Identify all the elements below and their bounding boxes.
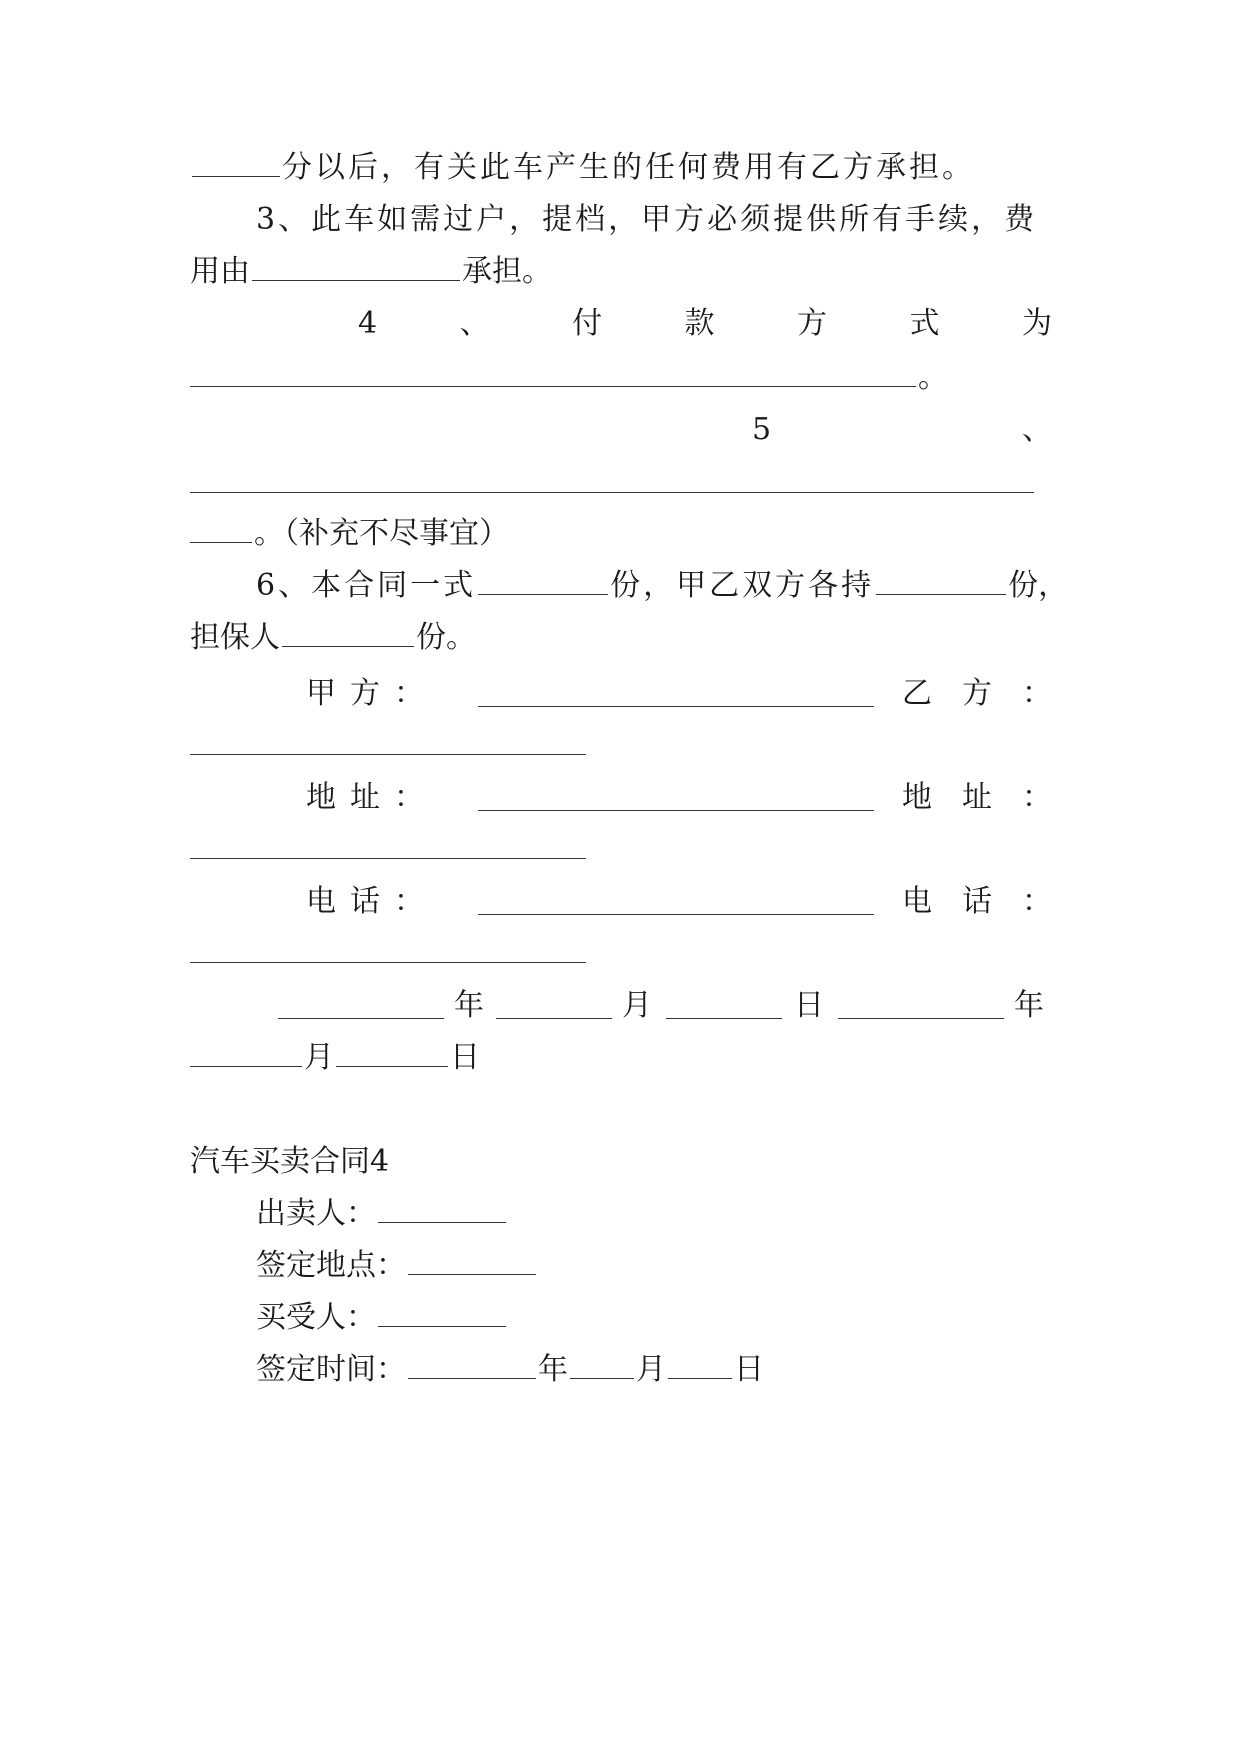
party-a-label: [306, 672, 424, 716]
sign-time-line: [190, 1348, 1052, 1392]
blank-buyer: [378, 1296, 506, 1327]
contract-4-heading: 汽车买卖合同4: [190, 1144, 390, 1179]
blank-sign-year: [408, 1348, 536, 1379]
seller-label: 出卖人：: [256, 1196, 376, 1231]
address-b-label: [902, 776, 1052, 820]
blank-copies-each: [876, 564, 1006, 595]
party-a-char: 方: [350, 676, 380, 711]
party-b-line: [190, 724, 1052, 768]
sign-time-label: 签定时间：: [256, 1352, 406, 1387]
clause-4-end: 。: [918, 360, 948, 395]
clause-4-line-2: [190, 356, 1052, 400]
clause-3-suffix: 承担。: [462, 254, 552, 289]
date-day-b: 日: [450, 1040, 480, 1075]
blank-day-b: [336, 1036, 448, 1067]
clause-4-char: 款: [684, 306, 715, 341]
sign-place-line: [190, 1244, 1052, 1288]
clause-6-text-e: 份。: [416, 620, 476, 655]
clause-6-text-b: 份，甲乙双方各持: [610, 568, 875, 603]
clause-5-line-3: [190, 512, 1052, 556]
clause-4-char: 付: [572, 306, 603, 341]
address-char: 址: [350, 780, 380, 815]
blank-party-a: [478, 676, 874, 707]
party-b-char: 乙: [902, 676, 932, 711]
phone-char: 话: [962, 884, 992, 919]
clause-3-prefix: 用由: [190, 254, 250, 289]
blank-party-b: [190, 724, 586, 755]
clause-2-text: 分以后，有关此车产生的任何费用有乙方承担。: [282, 150, 975, 185]
blank-phone-b: [190, 932, 586, 963]
address-line: [190, 776, 1052, 820]
blank-sign-month: [570, 1348, 634, 1379]
clause-3-line-1: [190, 198, 1052, 242]
date-day-a: 日: [794, 988, 824, 1023]
phone-line: [190, 880, 1052, 924]
date-year-b: 年: [1014, 988, 1044, 1023]
sign-time-day: 日: [734, 1352, 764, 1387]
address-char: ：: [1022, 780, 1052, 815]
contract-4-title: [190, 1140, 1052, 1184]
sign-place-label: 签定地点：: [256, 1248, 406, 1283]
blank-copies-total: [478, 564, 608, 595]
party-b-char: ：: [1022, 676, 1052, 711]
clause-5-separator: 、: [1022, 412, 1052, 447]
clause-4-char: 4: [358, 306, 378, 341]
clause-6-text-a: 6、本合同一式: [256, 568, 477, 603]
address-char: ：: [394, 780, 424, 815]
buyer-label: 买受人：: [256, 1300, 376, 1335]
blank-copies-guarantor: [282, 616, 414, 647]
blank-address-a: [478, 780, 874, 811]
blank-minute: [192, 146, 280, 177]
party-b-label: [902, 672, 1052, 716]
clause-6-text-d: 担保人: [190, 620, 280, 655]
blank-payment-method: [190, 356, 916, 387]
party-a-char: 甲: [306, 676, 336, 711]
date-month-b: 月: [304, 1040, 334, 1075]
clause-4-line-1: [190, 302, 1052, 346]
blank-day-a: [666, 988, 782, 1019]
phone-char: ：: [1022, 884, 1052, 919]
seller-line: [190, 1192, 1052, 1236]
clause-5-number: 5: [752, 412, 772, 447]
phone-char: 电: [306, 884, 336, 919]
address-b-line: [190, 828, 1052, 872]
party-a-char: ：: [394, 676, 424, 711]
blank-month-b: [190, 1036, 302, 1067]
clause-6-line-2: [190, 616, 1052, 660]
clause-4-char: 方: [797, 306, 828, 341]
date-year-a: 年: [454, 988, 484, 1023]
blank-fee-party: [252, 250, 460, 281]
clause-6-line-1: [190, 564, 1069, 608]
clause-6-text-c: 份，: [1008, 568, 1069, 603]
clause-3-text: 3、此车如需过户，提档，甲方必须提供所有手续，费: [256, 202, 1038, 237]
clause-5-line-2: [190, 462, 1052, 506]
phone-b-line: [190, 932, 1052, 976]
phone-char: 话: [350, 884, 380, 919]
clause-3-line-2: [190, 250, 1052, 294]
date-line-1: [190, 984, 1052, 1028]
blank-phone-a: [478, 884, 874, 915]
blank-supplement-1: [190, 462, 1034, 493]
blank-supplement-2: [190, 512, 252, 543]
clause-4-char: 、: [459, 306, 490, 341]
party-b-char: 方: [962, 676, 992, 711]
address-a-label: [306, 776, 424, 820]
phone-char: 电: [902, 884, 932, 919]
date-month-a: 月: [622, 988, 652, 1023]
address-char: 地: [902, 780, 932, 815]
sign-time-month: 月: [636, 1352, 666, 1387]
date-line-2: [190, 1036, 1052, 1080]
phone-char: ：: [394, 884, 424, 919]
buyer-line: [190, 1296, 1052, 1340]
blank-month-a: [496, 988, 612, 1019]
blank-sign-place: [408, 1244, 536, 1275]
blank-address-b: [190, 828, 586, 859]
clause-4-char: 为: [1022, 306, 1052, 341]
address-char: 地: [306, 780, 336, 815]
address-char: 址: [962, 780, 992, 815]
phone-b-label: [902, 880, 1052, 924]
party-line: [190, 672, 1052, 716]
clause-4-char: 式: [909, 306, 940, 341]
phone-a-label: [306, 880, 424, 924]
blank-year-a: [278, 988, 444, 1019]
blank-sign-day: [668, 1348, 732, 1379]
clause-2-continuation: [190, 146, 1052, 190]
clause-5-end: 。（补充不尽事宜）: [254, 516, 509, 551]
blank-seller: [378, 1192, 506, 1223]
clause-5-line-1: [190, 408, 1052, 452]
sign-time-year: 年: [538, 1352, 568, 1387]
blank-year-b: [838, 988, 1004, 1019]
